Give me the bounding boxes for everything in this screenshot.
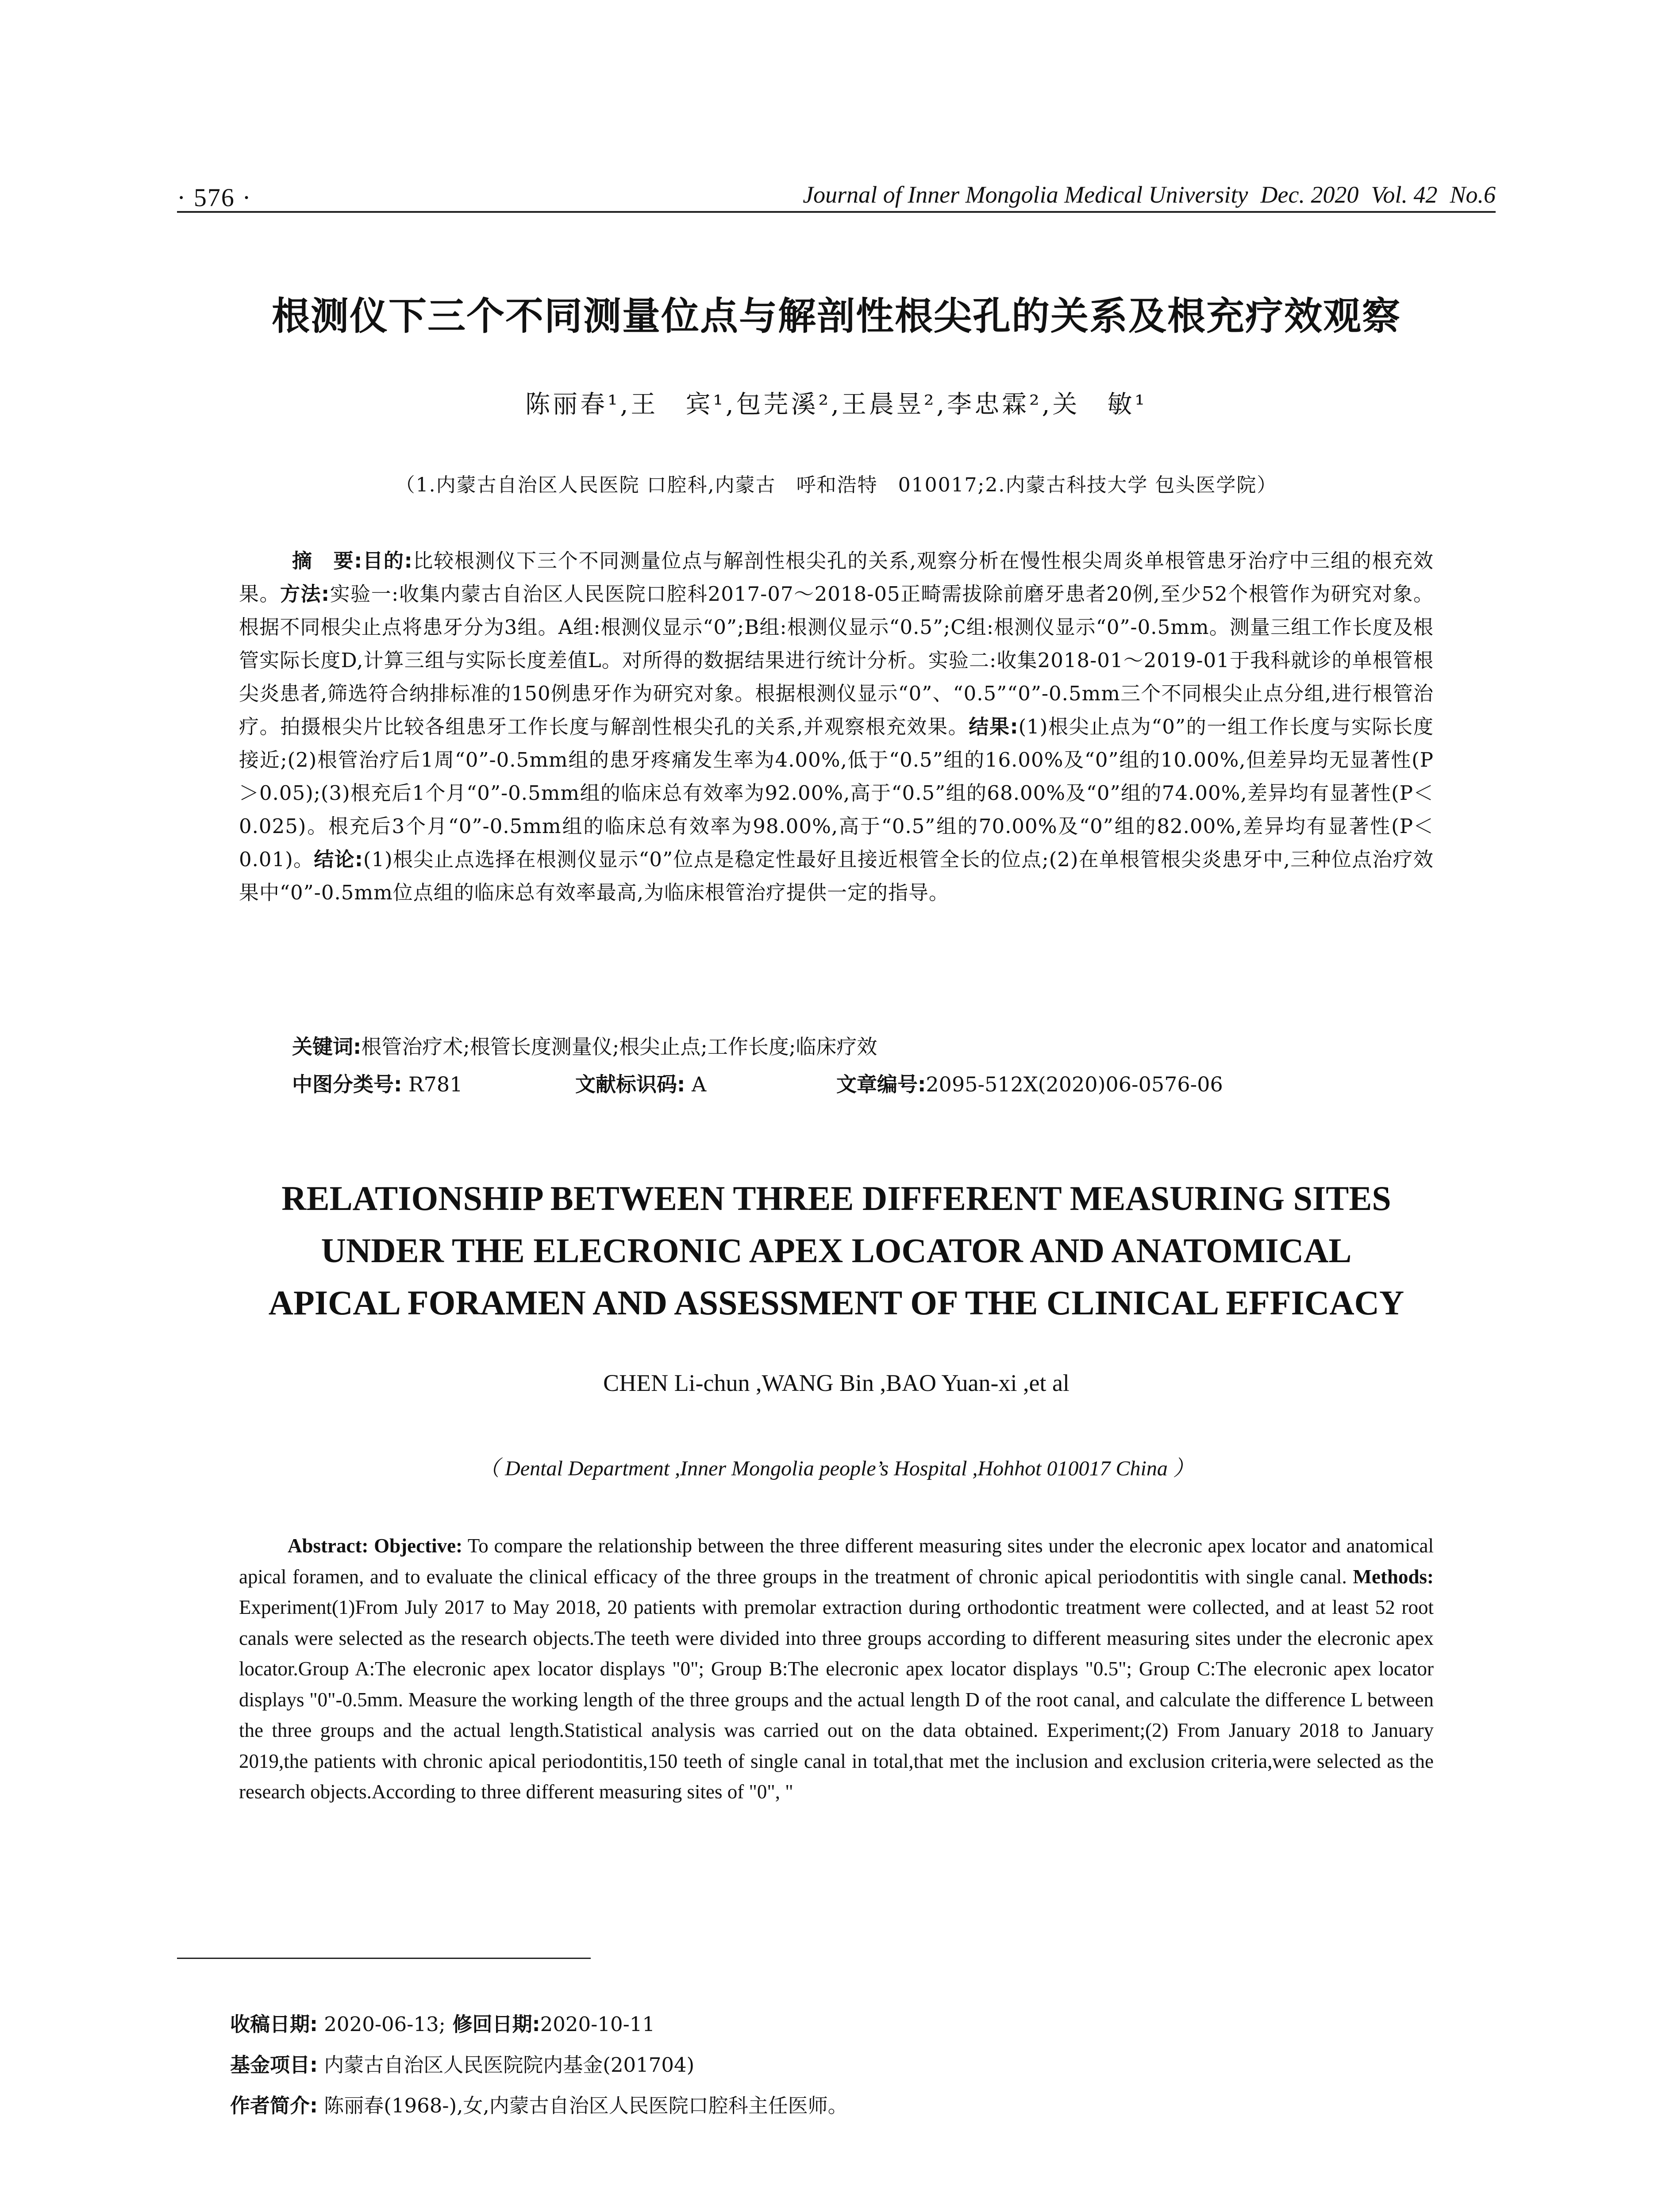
footnote-divider (177, 1958, 591, 1959)
keywords-line (292, 1031, 1434, 1060)
clc-label: 中图分类号: (292, 1072, 402, 1096)
fund-label: 基金项目: (230, 2053, 318, 2077)
chinese-abstract (239, 544, 1434, 909)
fund-line (230, 2045, 1425, 2085)
english-abstract (239, 1531, 1434, 1808)
chinese-authors: 陈丽春¹,王 宾¹,包芫溪²,王晨昱²,李忠霖²,关 敏¹ (525, 390, 1147, 419)
author-bio-line (230, 2085, 1425, 2126)
received-line (230, 2004, 1425, 2045)
fund-text: 内蒙古自治区人民医院院内基金(201704) (318, 2053, 695, 2077)
keywords: 根管治疗术;根管长度测量仪;根尖止点;工作长度;临床疗效 (361, 1035, 877, 1059)
footnotes (230, 2004, 1425, 2126)
clc-code: R781 (402, 1072, 463, 1096)
doc-code: A (685, 1072, 707, 1096)
methods-label: 方法: (280, 582, 330, 606)
english-title (177, 1172, 1496, 1329)
running-header (177, 179, 1496, 213)
revised-label: 修回日期: (445, 2012, 540, 2036)
english-authors: CHEN Li-chun ,WANG Bin ,BAO Yuan-xi ,et al (603, 1370, 1070, 1396)
chinese-title: 根测仪下三个不同测量位点与解剖性根尖孔的关系及根充疗效观察 (272, 294, 1401, 338)
objective-label: 目的: (362, 549, 413, 572)
en-abstract-label: Abstract: (288, 1535, 369, 1557)
doc-code-label: 文献标识码: (575, 1072, 685, 1096)
volume: Vol. 42 (1371, 181, 1438, 208)
journal-name: Journal of Inner Mongolia Medical University (803, 181, 1248, 208)
author-bio-text: 陈丽春(1968-),女,内蒙古自治区人民医院口腔科主任医师。 (318, 2094, 848, 2117)
english-title-line: APICAL FORAMEN AND ASSESSMENT OF THE CLINICAL EFFICACY (268, 1283, 1404, 1322)
journal-citation (803, 181, 1496, 208)
objective-text: 比较根测仪下三个不同测量位点与解剖性根尖孔的关系,观察分析在慢性根尖周炎单根管患牙治疗中三组的根充效果。 (239, 549, 1434, 606)
conclusion-text: (1)根尖止点选择在根测仪显示“0”位点是稳定性最好且接近根管全长的位点;(2)在单根管根尖炎患牙中,三种位点治疗效果中“0”-0.5mm位点组的临床总有效率最高,为临床根管治疗提供一定的指导。 (239, 848, 1434, 904)
results-text: (1)根尖止点为“0”的一组工作长度与实际长度接近;(2)根管治疗后1周“0”-0.5mm组的患牙疼痛发生率为4.00%,低于“0.5”组的16.00%及“0”组的10.00%,但差异均无显著性(P＞0.05);(3)根充后1个月“0”-0.5mm组的临床总有效率为92.00%,高于“0.5”组的68.00%及“0”组的74.00%,差异均有显著性(P＜0.025)。根充后3个月“0”-0.5mm组的临床总有效率为98.00%,高于“0.5”组的70.00%及“0”组的82.00%,差异均有显著性(P＜0.01)。 (239, 715, 1434, 871)
english-title-line: RELATIONSHIP BETWEEN THREE DIFFERENT MEASURING SITES (281, 1179, 1391, 1217)
issue-number: No.6 (1450, 181, 1496, 208)
revised-date: 2020-10-11 (540, 2012, 655, 2036)
english-affiliation: （ Dental Department ,Inner Mongolia people’s Hospital ,Hohhot 010017 China ） (478, 1457, 1194, 1480)
received-label: 收稿日期: (230, 2012, 318, 2036)
keywords-label: 关键词: (292, 1035, 362, 1059)
issue-date: Dec. 2020 (1260, 181, 1359, 208)
author-bio-label: 作者简介: (230, 2094, 318, 2117)
results-label: 结果: (969, 715, 1019, 738)
en-methods-label: Methods: (1353, 1565, 1434, 1588)
chinese-affiliation: （1.内蒙古自治区人民医院 口腔科,内蒙古 呼和浩特 010017;2.内蒙古科技大学 包头医学院） (395, 474, 1277, 496)
article-number: 2095-512X(2020)06-0576-06 (926, 1072, 1223, 1096)
methods-text: 实验一:收集内蒙古自治区人民医院口腔科2017-07～2018-05正畸需拔除前磨牙患者20例,至少52个根管作为研究对象。根据不同根尖止点将患牙分为3组。A组:根测仪显示“0”;B组:根测仪显示“0.5”;C组:根测仪显示“0”-0.5mm。测量三组工作长度及根管实际长度D,计算三组与实际长度差值L。对所得的数据结果进行统计分析。实验二:收集2018-01～2019-01于我科就诊的单根管根尖炎患者,筛选符合纳排标准的150例患牙作为研究对象。根据根测仪显示“0”、“0.5”“0”-0.5mm三个不同根尖止点分组,进行根管治疗。拍摄根尖片比较各组患牙工作长度与解剖性根尖孔的关系,并观察根充效果。 (239, 582, 1434, 738)
article-no-label: 文章编号: (836, 1072, 926, 1096)
abstract-label: 摘 要: (292, 549, 363, 572)
received-date: 2020-06-13; (318, 2012, 446, 2036)
en-objective-label: Objective: (374, 1535, 463, 1557)
page-number: · 576 · (177, 183, 252, 212)
conclusion-label: 结论: (314, 848, 363, 871)
english-title-line: UNDER THE ELECRONIC APEX LOCATOR AND ANATOMICAL (321, 1231, 1352, 1270)
en-methods-text: Experiment(1)From July 2017 to May 2018, 20 patients with premolar extraction during orthodontic treatment were collected, and at least 52 root canals were selected as the research objects.The teeth were divided into three groups according to different measuring sites under the elecronic apex locator.Group A:The elecronic apex locator displays "0"; Group B:The elecronic apex locator displays "0.5"; Group C:The elecronic apex locator displays "0"-0.5mm. Measure the working length of the three groups and the actual length D of the root canal, and calculate the difference L between the three groups and the actual length.Statistical analysis was carried out on the data obtained. Experiment;(2) From January 2018 to January 2019,the patients with chronic apical periodontitis,150 teeth of single canal in total,that met the inclusion and exclusion criteria,were selected as the research objects.According to three different measuring sites of "0", " (239, 1596, 1434, 1803)
en-objective-text: To compare the relationship between the three different measuring sites under the elecronic apex locator and anatomical apical foramen, and to evaluate the clinical efficacy of the three groups in the treatment of chronic apical periodontitis with single canal. (239, 1535, 1434, 1588)
